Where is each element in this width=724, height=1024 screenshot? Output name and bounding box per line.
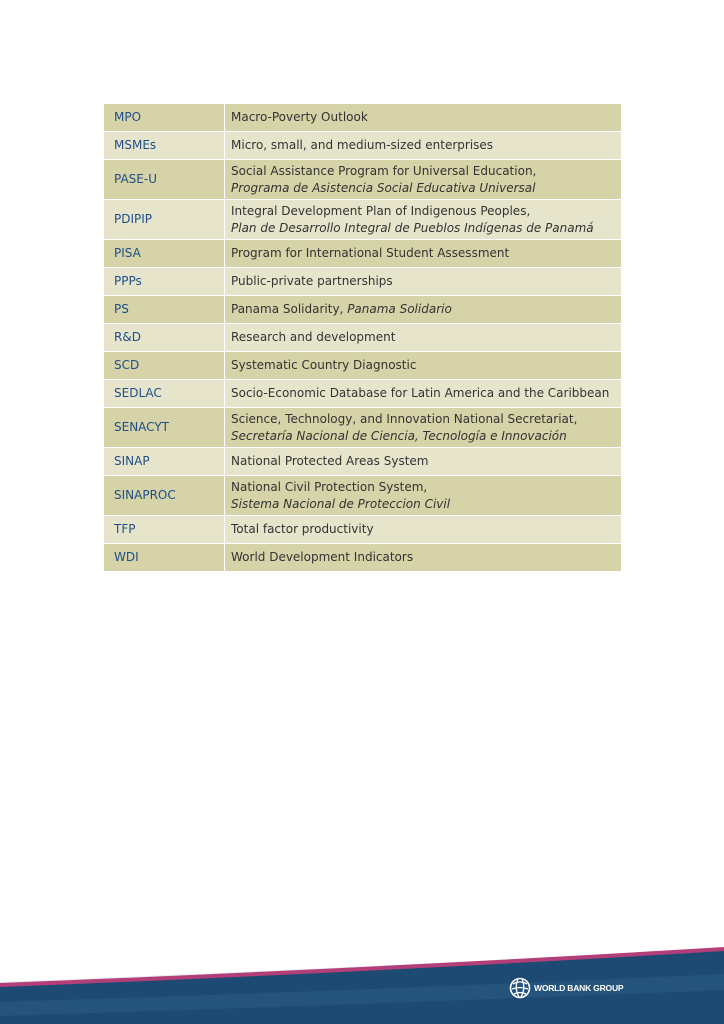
acronym-cell: MPO [104,104,225,132]
table-row [104,132,621,160]
definition-english: Public-private partnerships [231,274,393,288]
acronym-cell: SINAP [104,448,225,476]
definition-cell [225,544,622,572]
definition-english: Socio-Economic Database for Latin America and the Caribbean [231,386,610,400]
table-row [104,200,621,240]
definition-cell [225,200,622,240]
table-row [104,544,621,572]
table-row [104,324,621,352]
definition-cell [225,516,622,544]
definition-spanish: Plan de Desarrollo Integral de Pueblos Indígenas de Panamá [231,220,594,235]
acronym-cell: PS [104,296,225,324]
acronym-cell: SCD [104,352,225,380]
table-row [104,104,621,132]
acronym-cell: MSMEs [104,132,225,160]
acronym-cell: SEDLAC [104,380,225,408]
definition-cell [225,132,622,160]
acronym-cell: PISA [104,240,225,268]
definition-english: Research and development [231,330,396,344]
definition-cell [225,268,622,296]
table-row [104,516,621,544]
table-row [104,296,621,324]
definition-spanish: Sistema Nacional de Proteccion Civil [231,496,451,511]
globe-icon [509,977,531,999]
acronym-cell: PPPs [104,268,225,296]
definition-cell [225,476,622,516]
definition-english: Social Assistance Program for Universal Education, [231,163,537,178]
table-row [104,476,621,516]
definition-english: Total factor productivity [231,522,374,536]
definition-english: Systematic Country Diagnostic [231,358,417,372]
definition-cell [225,380,622,408]
definition-cell [225,160,622,200]
definition-cell [225,104,622,132]
table-row [104,240,621,268]
table-row [104,380,621,408]
table-row [104,268,621,296]
definition-cell [225,296,622,324]
acronym-cell: SENACYT [104,408,225,448]
definition-english: National Civil Protection System, [231,479,428,494]
definition-english: Program for International Student Assessment [231,246,510,260]
acronyms-table [104,104,621,572]
logo-wordmark: WORLD BANK GROUP [534,983,624,993]
definition-cell [225,240,622,268]
acronyms-table-body [104,104,621,572]
definition-cell [225,324,622,352]
definition-cell [225,448,622,476]
table-row [104,408,621,448]
definition-english: Micro, small, and medium-sized enterprises [231,138,494,152]
definition-cell [225,352,622,380]
table-row [104,352,621,380]
table-row [104,160,621,200]
definition-english: World Development Indicators [231,550,414,564]
acronym-cell: PASE-U [104,160,225,200]
definition-spanish: Panama Solidario [347,302,452,316]
acronym-cell: TFP [104,516,225,544]
definition-spanish: Programa de Asistencia Social Educativa Universal [231,180,536,195]
table-row [104,448,621,476]
acronym-cell: SINAPROC [104,476,225,516]
acronym-cell: R&D [104,324,225,352]
definition-english: Macro-Poverty Outlook [231,110,368,124]
acronym-cell: PDIPIP [104,200,225,240]
acronym-cell: WDI [104,544,225,572]
definition-english: Panama Solidarity, [231,302,344,316]
definition-english: Science, Technology, and Innovation National Secretariat, [231,411,578,426]
definition-english: National Protected Areas System [231,454,429,468]
definition-cell [225,408,622,448]
definition-spanish: Secretaría Nacional de Ciencia, Tecnología e Innovación [231,428,567,443]
world-bank-group-logo [509,977,623,999]
definition-english: Integral Development Plan of Indigenous Peoples, [231,203,531,218]
